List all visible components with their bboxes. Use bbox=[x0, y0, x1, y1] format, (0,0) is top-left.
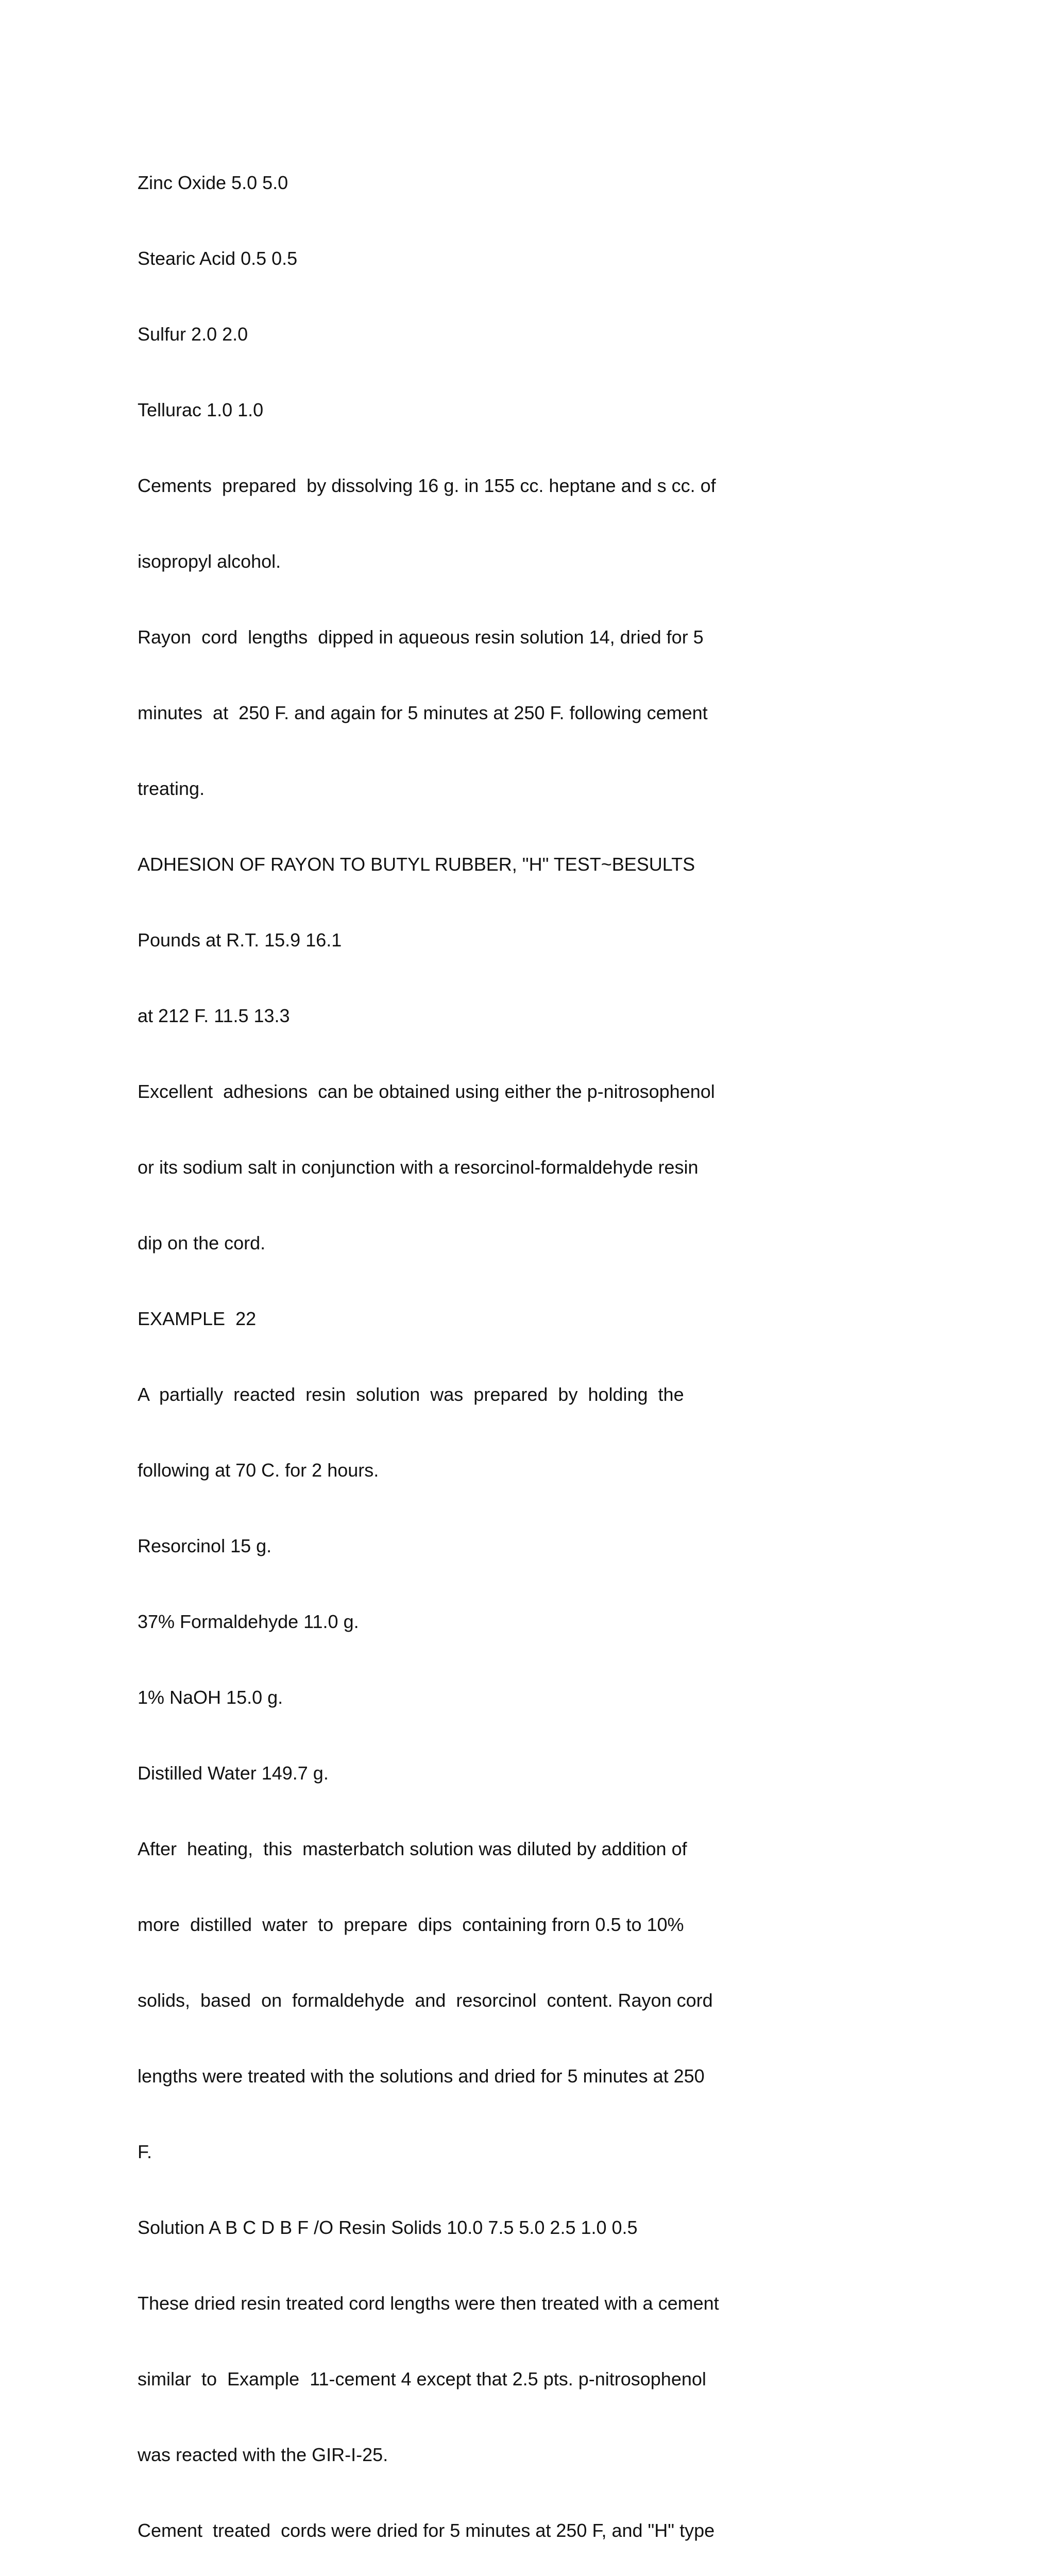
text-line: Pounds at R.T. 15.9 16.1 bbox=[138, 929, 342, 951]
text-line: 37% Formaldehyde 11.0 g. bbox=[138, 1611, 359, 1632]
text-line: solids, based on formaldehyde and resorcinol content. Rayon cord bbox=[138, 1990, 713, 2011]
text-line: dip on the cord. bbox=[138, 1232, 266, 1253]
text-line: lengths were treated with the solutions and dried for 5 minutes at 250 bbox=[138, 2065, 705, 2087]
text-line: Distilled Water 149.7 g. bbox=[138, 1762, 329, 1784]
document-body bbox=[138, 120, 921, 2576]
text-line: isopropyl alcohol. bbox=[138, 551, 281, 572]
text-line: or its sodium salt in conjunction with a resorcinol-formaldehyde resin bbox=[138, 1157, 699, 1178]
text-line: more distilled water to prepare dips containing frorn 0.5 to 10% bbox=[138, 1914, 684, 1935]
text-line: similar to Example 11-cement 4 except that 2.5 pts. p-nitrosophenol bbox=[138, 2368, 706, 2389]
text-line: Solution A B C D B F /O Resin Solids 10.0 7.5 5.0 2.5 1.0 0.5 bbox=[138, 2217, 638, 2238]
text-line: These dried resin treated cord lengths were then treated with a cement bbox=[138, 2293, 719, 2314]
text-line: Tellurac 1.0 1.0 bbox=[138, 399, 264, 420]
text-line: following at 70 C. for 2 hours. bbox=[138, 1460, 379, 1481]
text-line: Stearic Acid 0.5 0.5 bbox=[138, 248, 298, 269]
text-line: treating. bbox=[138, 778, 205, 799]
text-line: was reacted with the GIR-I-25. bbox=[138, 2444, 388, 2465]
text-line: Rayon cord lengths dipped in aqueous resin solution 14, dried for 5 bbox=[138, 626, 704, 648]
text-line: F. bbox=[138, 2141, 152, 2162]
text-line: minutes at 250 F. and again for 5 minutes at 250 F. following cement bbox=[138, 702, 708, 723]
text-line: Sulfur 2.0 2.0 bbox=[138, 324, 248, 345]
text-line: Cement treated cords were dried for 5 minutes at 250 F, and "H" type bbox=[138, 2520, 715, 2541]
example-heading: EXAMPLE 22 bbox=[138, 1308, 257, 1329]
text-line: Resorcinol 15 g. bbox=[138, 1535, 272, 1556]
text-line: Cements prepared by dissolving 16 g. in 155 cc. heptane and s cc. of bbox=[138, 475, 716, 496]
text-line: at 212 F. 11.5 13.3 bbox=[138, 1005, 290, 1026]
text-line: A partially reacted resin solution was prepared by holding the bbox=[138, 1384, 684, 1405]
text-line: 1% NaOH 15.0 g. bbox=[138, 1687, 283, 1708]
text-line: Zinc Oxide 5.0 5.0 bbox=[138, 172, 288, 193]
section-heading: ADHESION OF RAYON TO BUTYL RUBBER, "H" TEST~BESULTS bbox=[138, 854, 695, 875]
text-line: After heating, this masterbatch solution was diluted by addition of bbox=[138, 1838, 687, 1859]
text-line: Excellent adhesions can be obtained using either the p-nitrosophenol bbox=[138, 1081, 715, 1102]
